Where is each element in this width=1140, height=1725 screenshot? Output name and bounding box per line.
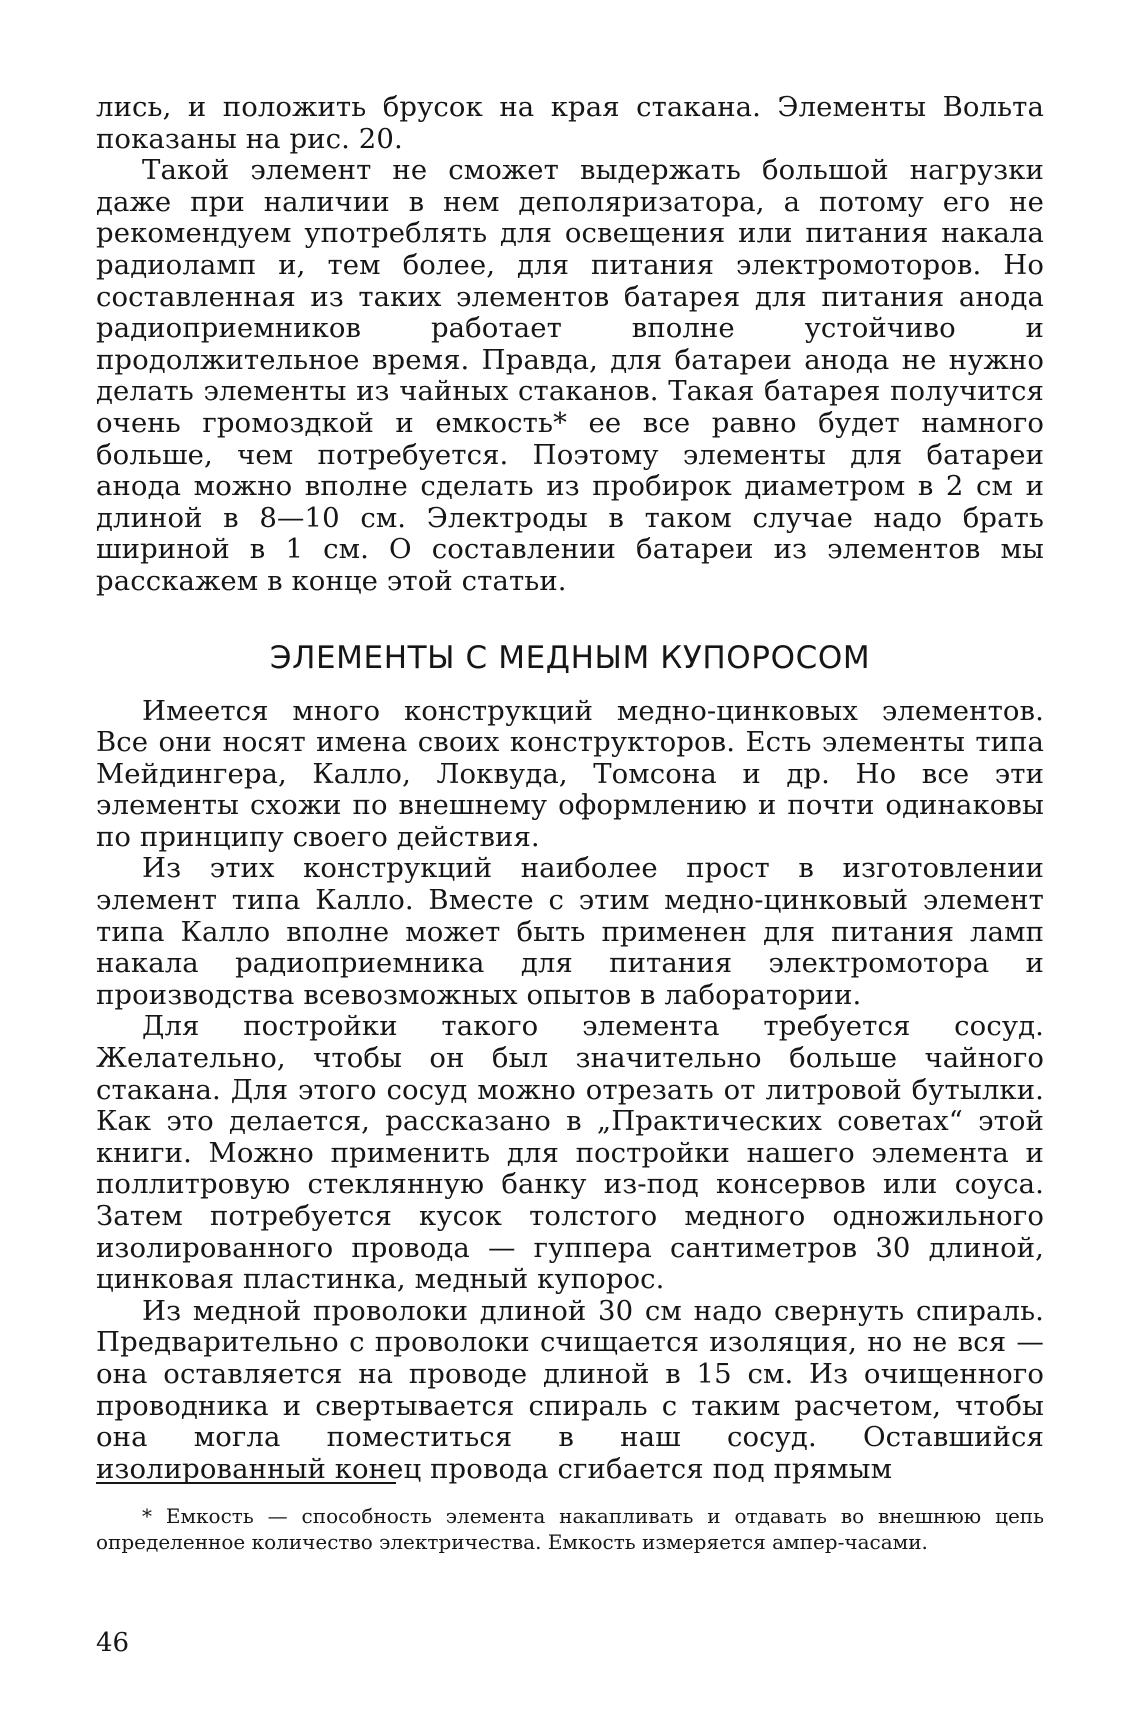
paragraph-continuation: лись, и положить брусок на края стакана. Элементы Вольта показаны на рис. 20. (96, 91, 1044, 155)
footnote-divider (96, 1482, 396, 1484)
paragraph-callaud-element: Из этих конструкций наиболее прост в изготовлении элемент типа Калло. Вместе с этим медно-цинковый элемент типа Калло вполне может быть применен для питания ламп накала радиоприемника для питания электромотора и производства всевозможных опытов в лаборатории. (96, 852, 1044, 1011)
page-number: 46 (96, 1628, 130, 1658)
book-page (96, 92, 1044, 1692)
footnote: * Емкость — способность элемента накапливать и отдавать во внешнюю цепь определенное количество электричества. Емкость измеряется ампер-часами. (96, 1504, 1044, 1554)
paragraph-vessel: Для постройки такого элемента требуется сосуд. Желательно, чтобы он был значительно больше чайного стакана. Для этого сосуд можно отрезать от литровой бутылки. Как это делается, рассказано в „Практических советах“ этой книги. Можно применить для постройки нашего элемента и поллитровую стеклянную банку из-под консервов или соуса. Затем потребуется кусок толстого медного одножильного изолированного провода — гуппера сантиметров 30 длиной, цинковая пластинка, медный купорос. (96, 1010, 1044, 1296)
paragraph-constructions: Имеется много конструкций медно-цинковых элементов. Все они носят имена своих конструкторов. Есть элементы типа Мейдингера, Калло, Локвуда, Томсона и др. Но все эти элементы схожи по внешнему оформлению и почти одинаковы по принципу своего действия. (96, 694, 1044, 853)
paragraph-spiral: Из медной проволоки длиной 30 см надо свернуть спираль. Предварительно с проволоки счищается изоляция, но не вся — она оставляется на проводе длиной в 15 см. Из очищенного проводника и свертывается спираль с таким расчетом, чтобы она могла поместиться в наш сосуд. Оставшийся изолированный конец провода сгибается под прямым (96, 1294, 1044, 1485)
section-heading: ЭЛЕМЕНТЫ С МЕДНЫМ КУПОРОСОМ (269, 639, 871, 676)
paragraph-battery-elements: Такой элемент не сможет выдержать большой нагрузки даже при наличии в нем деполяризатора, а потому его не рекомендуем употреблять для освещения или питания накала радиоламп и, тем более, для питания электромоторов. Но составленная из таких элементов батарея для питания анода радиоприемников работает вполне устойчиво и продолжительное время. Правда, для батареи анода не нужно делать элементы из чайных стаканов. Такая батарея получится очень громоздкой и емкость* ее все равно будет намного больше, чем потребуется. Поэтому элементы для батареи анода можно вполне сделать из пробирок диаметром в 2 см и длиной в 8—10 см. Электроды в таком случае надо брать шириной в 1 см. О составлении батареи из элементов мы расскажем в конце этой статьи. (96, 154, 1044, 597)
